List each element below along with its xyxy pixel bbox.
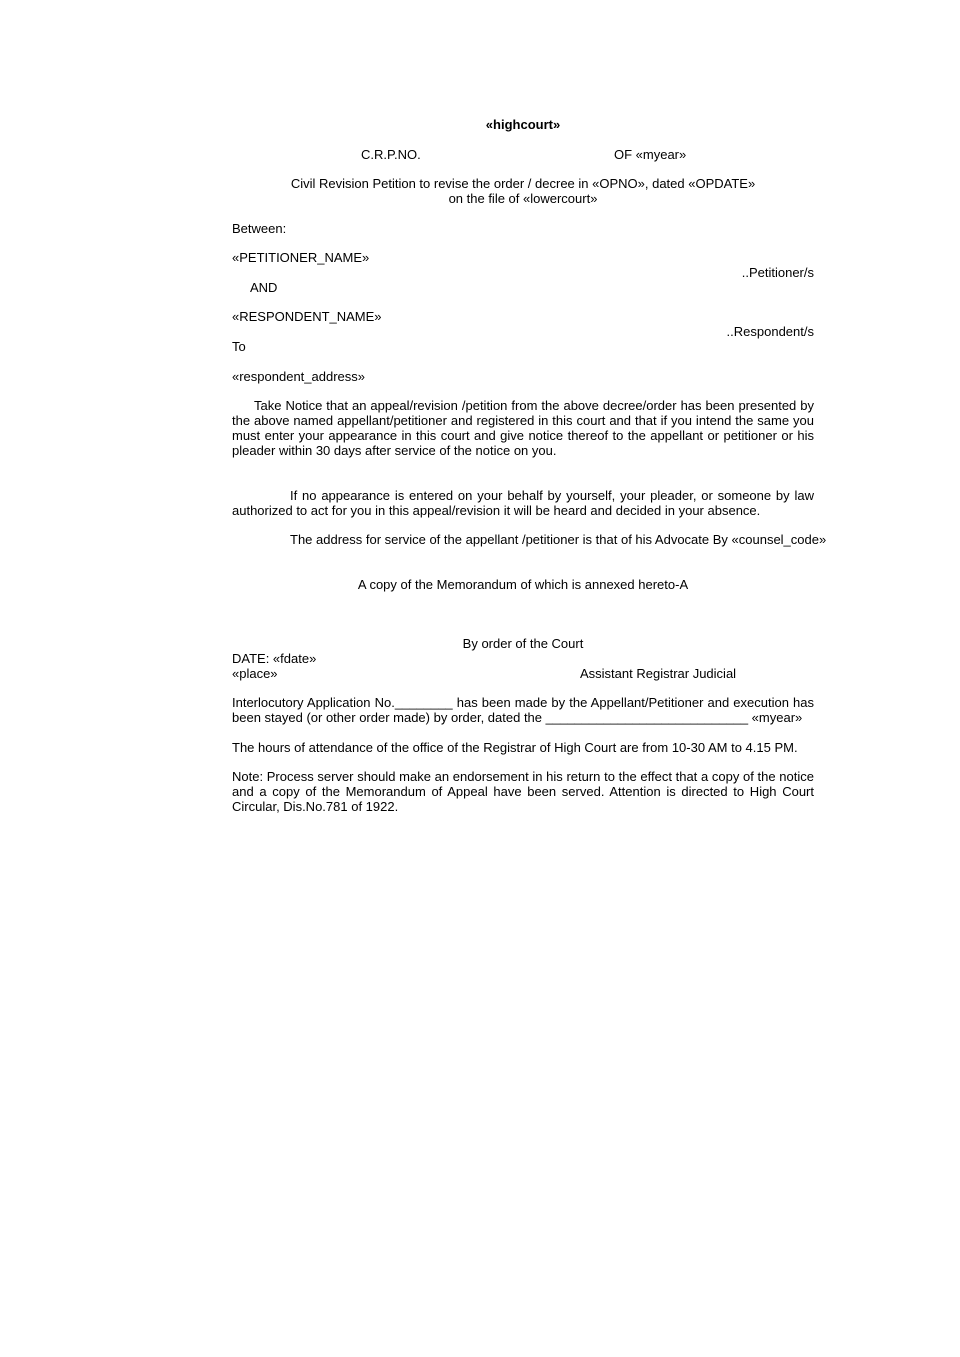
court-heading: «highcourt» bbox=[485, 117, 561, 132]
place-line: «place» bbox=[232, 666, 278, 681]
between-label: Between: bbox=[232, 221, 287, 236]
petition-description-line1: Civil Revision Petition to revise the order / decree in «OPNO», dated «OPDATE» bbox=[290, 176, 756, 191]
petitioner-name: «PETITIONER_NAME» bbox=[232, 250, 370, 265]
case-number-label: C.R.P.NO. bbox=[361, 147, 421, 162]
document-page bbox=[232, 0, 827, 1357]
date-line: DATE: «fdate» bbox=[232, 651, 317, 666]
process-server-note: Note: Process server should make an endorsement in his return to the effect that a copy of the notice and a copy of the Memorandum of Appeal have been served. Attention is directed to High Court Circular, Dis.No.781 of 1922. bbox=[232, 769, 814, 814]
case-year-label: OF «myear» bbox=[614, 147, 687, 162]
and-label: AND bbox=[250, 280, 278, 295]
absence-paragraph: If no appearance is entered on your behalf by yourself, your pleader, or someone by law authorized to act for you in this appeal/revision it will be heard and decided in your absence. bbox=[232, 488, 814, 518]
notice-paragraph: Take Notice that an appeal/revision /petition from the above decree/order has been presented by the above named appellant/petitioner and registered in this court and that if you intend the same you must enter your appearance in this court and give notice thereof to the appellant or petitioner or his pleader within 30 days after service of the notice on you. bbox=[232, 398, 814, 458]
service-address-line: The address for service of the appellant /petitioner is that of his Advocate By «counsel_code» bbox=[290, 532, 827, 547]
respondent-address: «respondent_address» bbox=[232, 369, 365, 384]
respondent-role: ..Respondent/s bbox=[726, 324, 814, 339]
court-order-line: By order of the Court bbox=[462, 636, 584, 651]
interlocutory-application-paragraph: Interlocutory Application No.________ has been made by the Appellant/Petitioner and execution has been stayed (or other order made) by order, dated the ____________________________ «myear» bbox=[232, 695, 814, 725]
petitioner-role: ..Petitioner/s bbox=[741, 265, 814, 280]
respondent-name: «RESPONDENT_NAME» bbox=[232, 309, 382, 324]
to-label: To bbox=[232, 339, 246, 354]
petition-description-line2: on the file of «lowercourt» bbox=[448, 191, 598, 206]
memorandum-line: A copy of the Memorandum of which is annexed hereto-A bbox=[357, 577, 689, 592]
office-hours-line: The hours of attendance of the office of the Registrar of High Court are from 10-30 AM to 4.15 PM. bbox=[232, 740, 798, 755]
registrar-title: Assistant Registrar Judicial bbox=[580, 666, 737, 681]
